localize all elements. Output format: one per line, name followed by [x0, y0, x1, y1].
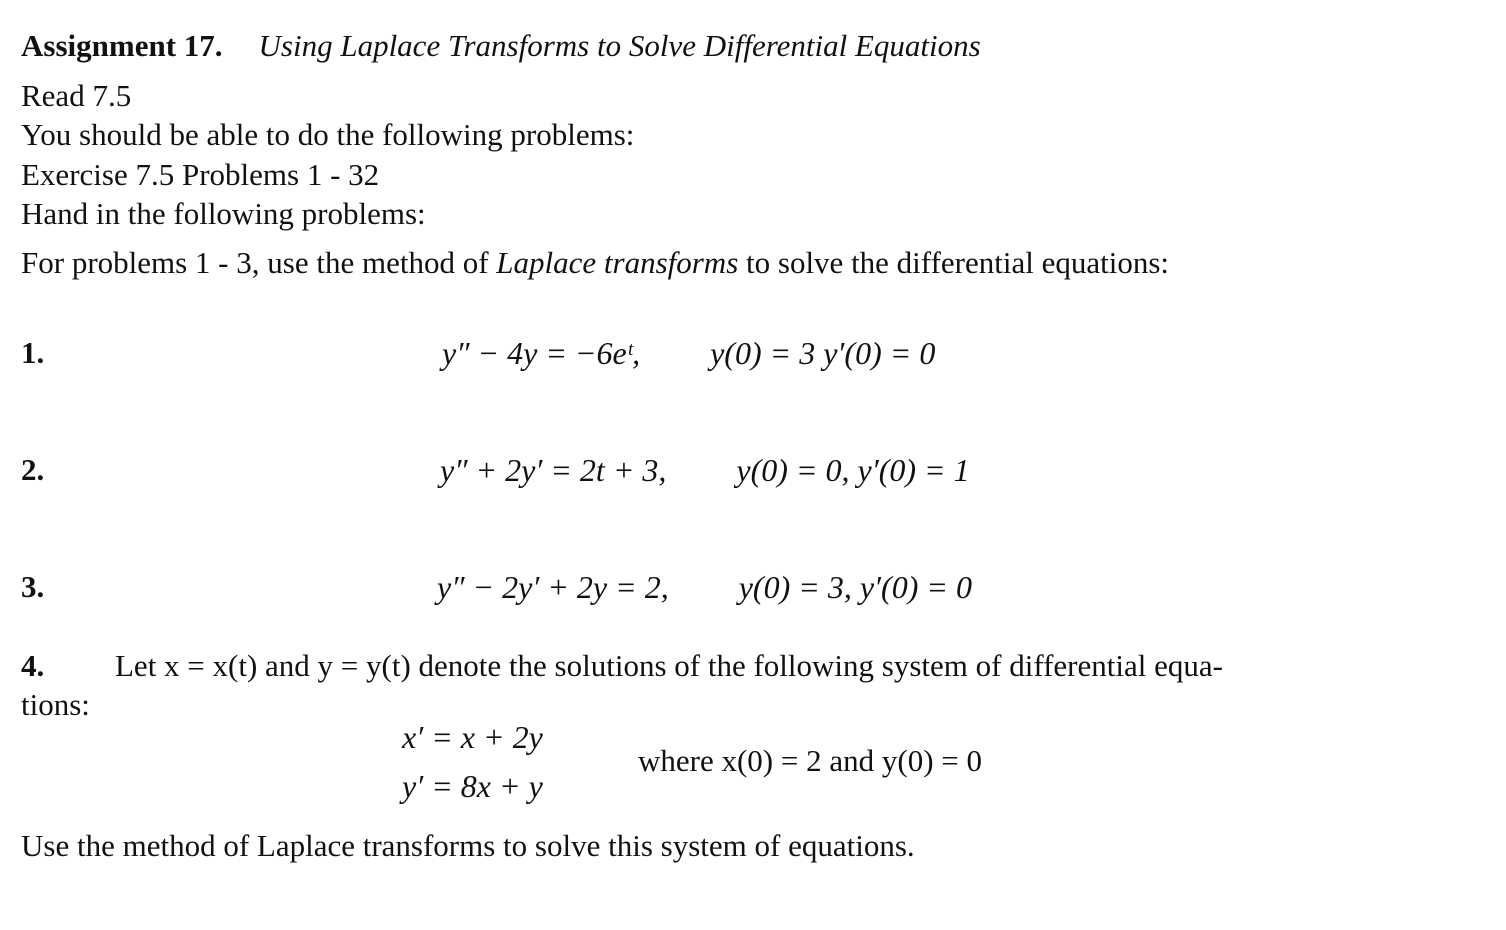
problem-1-equation: y″ − 4y = −6eᵗ,	[442, 335, 641, 371]
problem-4-number: 4.	[21, 648, 45, 683]
able-to-do-text: You should be able to do the following problems:	[21, 117, 635, 152]
problem-4-text-continued: tions:	[21, 687, 90, 722]
problem-3-equation: y″ − 2y′ + 2y = 2,	[437, 569, 669, 605]
instructions	[21, 244, 1169, 282]
problem-3-conditions: y(0) = 3, y′(0) = 0	[738, 569, 972, 605]
reading-assignment: Read 7.5	[21, 78, 132, 113]
problem-2-equation-row	[440, 451, 970, 489]
problem-1-equation-row	[442, 334, 935, 372]
assignment-label: Assignment 17.	[21, 28, 223, 63]
exercise-range: Exercise 7.5 Problems 1 - 32	[21, 157, 380, 192]
problem-4-text: Let x = x(t) and y = y(t) denote the solutions of the following system of differential equa-	[115, 648, 1223, 683]
closing-instruction: Use the method of Laplace transforms to solve this system of equations.	[21, 828, 915, 863]
hand-in-text: Hand in the following problems:	[21, 196, 426, 231]
system-initial-conditions: where x(0) = 2 and y(0) = 0	[638, 743, 982, 778]
problem-2-number: 2.	[21, 452, 45, 487]
system-equation-2: y′ = 8x + y	[402, 768, 543, 804]
instructions-emphasis: Laplace transforms	[496, 245, 739, 280]
assignment-subtitle: Using Laplace Transforms to Solve Differential Equations	[258, 28, 981, 63]
problem-2-equation: y″ + 2y′ = 2t + 3,	[440, 452, 667, 488]
system-equation-1: x′ = x + 2y	[402, 719, 543, 755]
instructions-before: For problems 1 - 3, use the method of	[21, 245, 497, 280]
problem-2-conditions: y(0) = 0, y′(0) = 1	[736, 452, 970, 488]
problem-3-equation-row	[437, 568, 972, 606]
problem-3-number: 3.	[21, 569, 45, 604]
problem-1-number: 1.	[21, 335, 45, 370]
problem-1-conditions: y(0) = 3 y′(0) = 0	[710, 335, 936, 371]
instructions-after: to solve the differential equations:	[738, 245, 1169, 280]
assignment-title	[21, 27, 981, 65]
